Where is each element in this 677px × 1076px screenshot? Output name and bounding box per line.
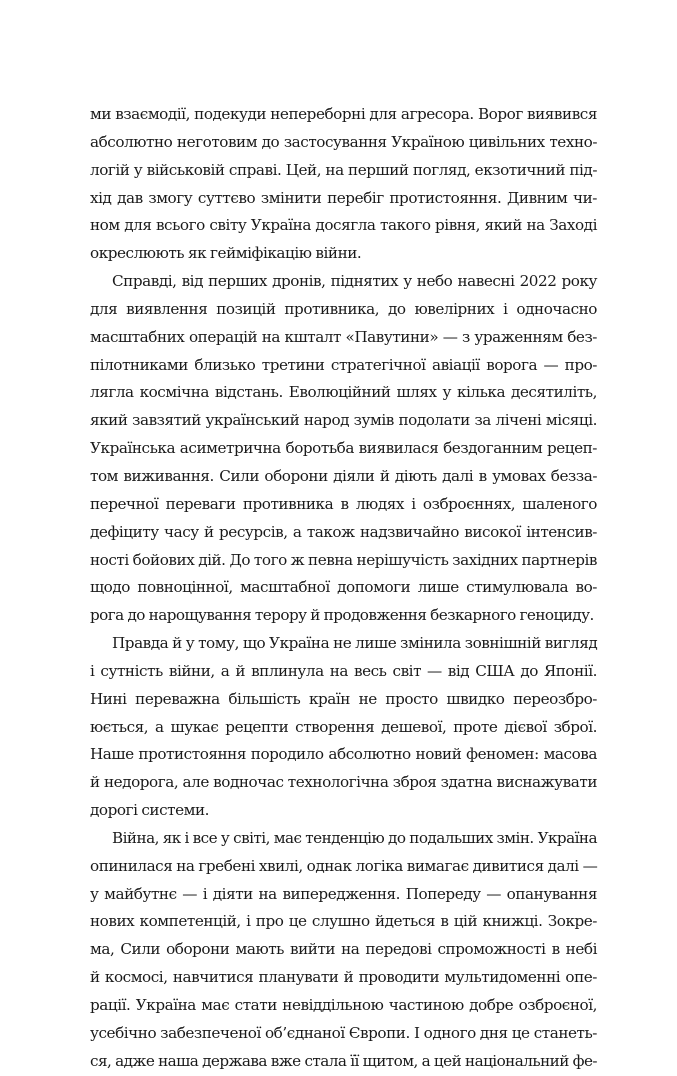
text-line: том виживання. Сили оборони діяли й діють далі в умовах безза-	[90, 466, 597, 485]
text-line: логій у військовій справі. Цей, на перший погляд, екзотичний під-	[90, 160, 597, 179]
text-line: дорогі системи.	[90, 801, 210, 820]
text-line: юється, а шукає рецепти створення дешевої, проте дієвої зброї.	[90, 717, 597, 736]
text-line: Українська асиметрична боротьба виявилася бездоганним рецеп-	[90, 439, 597, 458]
paragraph	[90, 630, 597, 825]
text-line: й космосі, навчитися планувати й проводити мультидоменні опе-	[90, 968, 597, 987]
body-text	[90, 101, 597, 1076]
text-line: Справді, від перших дронів, піднятих у небо навесні 2022 року	[112, 272, 597, 291]
text-line: перечної переваги противника в людях і озброєннях, шаленого	[90, 494, 597, 513]
text-line: Правда й у тому, що Україна не лише змінила зовнішній вигляд	[112, 634, 598, 653]
text-line: опинилася на гребені хвилі, однак логіка вимагає дивитися далі —	[90, 856, 598, 875]
text-line: у майбутнє — і діяти на випередження. Попереду — опанування	[90, 884, 597, 903]
text-line: який завзятий український народ зумів подолати за лічені місяці.	[90, 411, 597, 430]
text-line: хід дав змогу суттєво змінити перебіг протистояння. Дивним чи-	[90, 188, 597, 207]
text-line: лягла космічна відстань. Еволюційний шлях у кілька десятиліть,	[90, 383, 597, 402]
text-line: рації. Україна має стати невіддільною частиною добре озброєної,	[90, 996, 597, 1014]
paragraph	[90, 101, 597, 268]
text-line: ма, Сили оборони мають вийти на передові спроможності в небі	[90, 940, 597, 959]
text-line: абсолютно неготовим до застосування Україною цивільних техно-	[90, 132, 597, 151]
text-line: Війна, як і все у світі, має тенденцію до подальших змін. Україна	[112, 828, 597, 847]
text-line: дефіциту часу й ресурсів, а також надзвичайно високої інтенсив-	[90, 522, 597, 541]
text-line: ся, адже наша держава вже стала її щитом, а цей національний фе-	[90, 1051, 597, 1070]
paragraph	[90, 268, 597, 630]
text-line: щодо повноцінної, масштабної допомоги лише стимулювала во-	[90, 578, 597, 597]
text-line: й недорога, але водночас технологічна зброя здатна виснажувати	[90, 773, 597, 792]
text-line: Нині переважна більшість країн не просто швидко переозбро-	[90, 689, 597, 708]
text-line: для виявлення позицій противника, до ювелірних і одночасно	[90, 299, 597, 318]
text-line: масштабних операцій на кшталт «Павутини» — з ураженням без-	[90, 327, 597, 346]
text-line: нових компетенцій, і про це слушно йдеться в цій книжці. Зокре-	[90, 912, 597, 931]
text-line: ном для всього світу Україна досягла такого рівня, який на Заході	[90, 216, 597, 235]
text-line: усебічно забезпеченої об’єднаної Європи. І одного дня це станеть-	[90, 1023, 597, 1042]
text-line: ності бойових дій. До того ж певна нерішучість західних партнерів	[90, 550, 597, 569]
paragraph	[90, 825, 597, 1076]
text-line: ми взаємодії, подекуди непереборні для агресора. Ворог виявився	[90, 105, 597, 123]
text-line: окреслюють як гейміфікацію війни.	[90, 244, 362, 263]
text-line: рога до нарощування терору й продовження безкарного геноциду.	[90, 606, 594, 625]
text-line: Наше протистояння породило абсолютно новий феномен: масова	[90, 745, 597, 764]
text-line: пілотниками близько третини стратегічної авіації ворога — про-	[90, 355, 597, 374]
text-line: і сутність війни, а й вплинула на весь світ — від США до Японії.	[90, 661, 597, 680]
